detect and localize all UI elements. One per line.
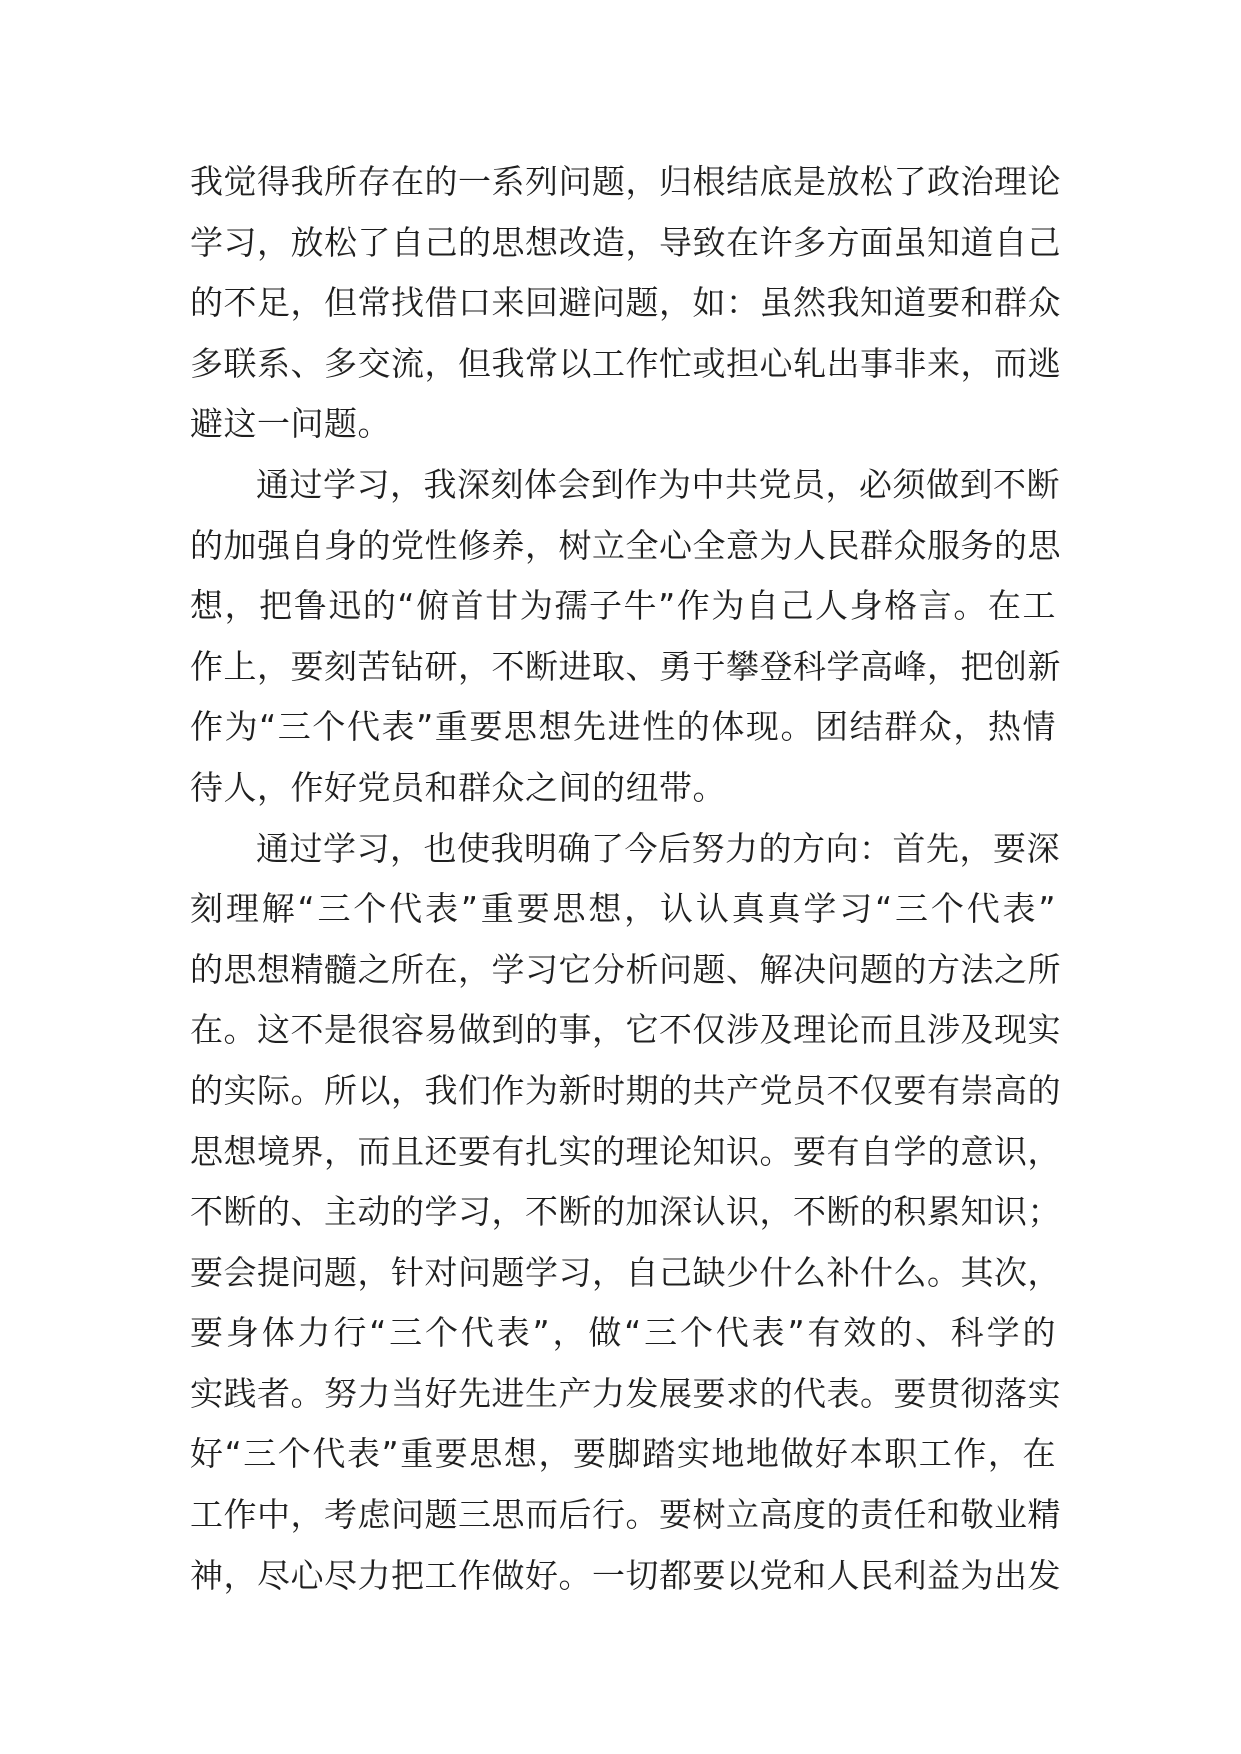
text-line: 神，尽心尽力把工作做好。一切都要以党和人民利益为出发 bbox=[190, 1555, 1061, 1595]
text-line: 的思想精髓之所在，学习它分析问题、解决问题的方法之所 bbox=[190, 949, 1061, 989]
text-line: 避这一问题。 bbox=[190, 404, 391, 444]
text-line: 要身体力行“三个代表”，做“三个代表”有效的、科学的 bbox=[190, 1313, 1056, 1353]
text-line: 作上，要刻苦钻研，不断进取、勇于攀登科学高峰，把创新 bbox=[190, 646, 1061, 686]
text-line: 我觉得我所存在的一系列问题，归根结底是放松了政治理论 bbox=[190, 162, 1061, 201]
text-line: 通过学习，也使我明确了今后努力的方向：首先，要深 bbox=[256, 828, 1060, 868]
text-line: 待人，作好党员和群众之间的纽带。 bbox=[190, 767, 726, 807]
text-line: 的不足，但常找借口来回避问题，如：虽然我知道要和群众 bbox=[190, 283, 1061, 323]
text-line: 通过学习，我深刻体会到作为中共党员，必须做到不断 bbox=[256, 464, 1060, 504]
body-text bbox=[190, 152, 1061, 1606]
text-line: 不断的、主动的学习，不断的加深认识，不断的积累知识； bbox=[190, 1192, 1061, 1232]
text-line: 好“三个代表”重要思想，要脚踏实地地做好本职工作，在 bbox=[190, 1434, 1056, 1474]
text-line: 刻理解“三个代表”重要思想，认认真真学习“三个代表” bbox=[190, 889, 1056, 929]
text-line: 的加强自身的党性修养，树立全心全意为人民群众服务的思 bbox=[190, 525, 1061, 565]
text-line: 多联系、多交流，但我常以工作忙或担心轧出事非来，而逃 bbox=[190, 343, 1061, 383]
text-line: 学习，放松了自己的思想改造，导致在许多方面虽知道自己 bbox=[190, 222, 1061, 262]
text-line: 实践者。努力当好先进生产力发展要求的代表。要贯彻落实 bbox=[190, 1373, 1061, 1413]
text-line: 要会提问题，针对问题学习，自己缺少什么补什么。其次， bbox=[190, 1252, 1061, 1292]
text-line: 想，把鲁迅的“俯首甘为孺子牛”作为自己人身格言。在工 bbox=[190, 586, 1056, 626]
text-line: 在。这不是很容易做到的事，它不仅涉及理论而且涉及现实 bbox=[190, 1010, 1061, 1050]
text-line: 的实际。所以，我们作为新时期的共产党员不仅要有崇高的 bbox=[190, 1070, 1061, 1110]
text-line: 思想境界，而且还要有扎实的理论知识。要有自学的意识， bbox=[190, 1131, 1061, 1171]
text-line: 作为“三个代表”重要思想先进性的体现。团结群众，热情 bbox=[190, 707, 1056, 747]
text-line: 工作中，考虑问题三思而后行。要树立高度的责任和敬业精 bbox=[190, 1495, 1061, 1535]
